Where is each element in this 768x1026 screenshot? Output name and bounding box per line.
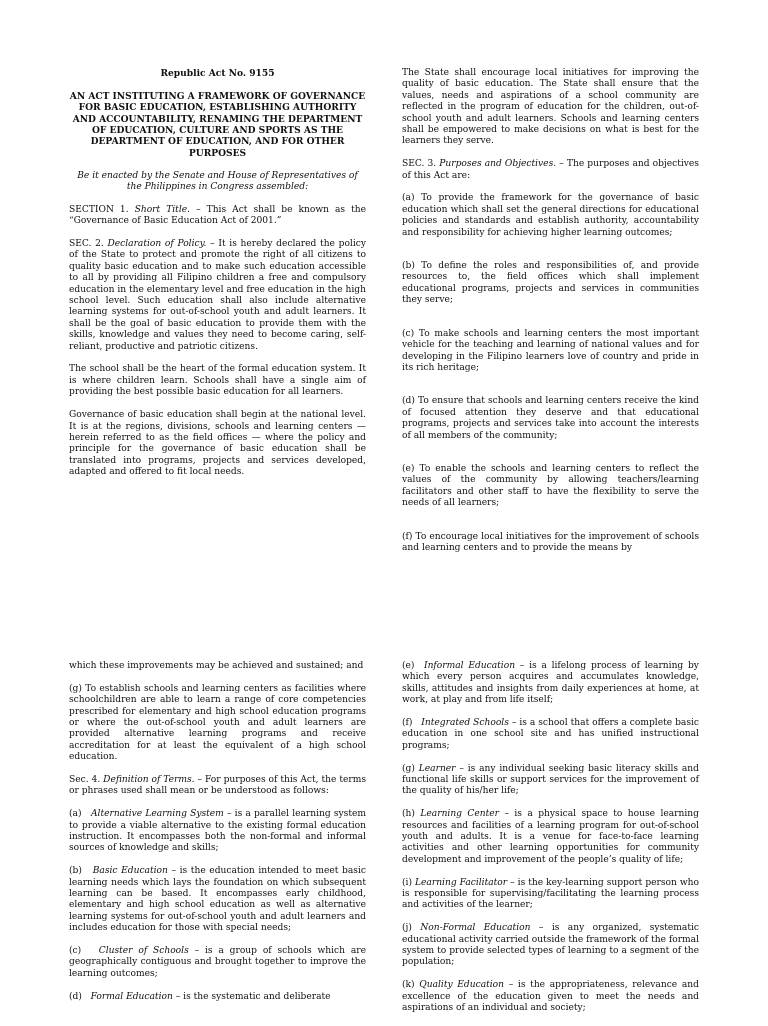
paragraph-state: The State shall encourage local initiatives for improving the quality of basic education. The State shall ensure that the values, needs and aspirations of a school community are reflected in the program of education for the children, out-of-school youth and adult learners. Schools and learning centers shall be empowered to make decisions on what is best for the learners they serve. <box>402 68 699 147</box>
definition-k-text: – is the appropriateness, relevance and excellence of the education given to meet the needs and aspirations of an individual and society; <box>402 980 699 1014</box>
definition-g <box>402 764 699 798</box>
definition-g-text: – is any individual seeking basic literacy skills and functional life skills or support services for the improvement of the quality of his/her life; <box>402 763 699 797</box>
definition-k-letter: (k) <box>402 980 415 991</box>
page1-right-column <box>402 68 699 566</box>
definition-b-term: Basic Education <box>92 866 168 877</box>
definition-e-term: Informal Education <box>423 661 516 671</box>
definition-d-text: – is the systematic and deliberate <box>175 991 331 1002</box>
section-1 <box>69 205 366 228</box>
section-3-text: – The purposes and objectives of this Act are: <box>402 159 699 181</box>
definition-i-term: Learning Facilitator <box>415 877 508 888</box>
definition-h-letter: (h) <box>402 809 415 820</box>
definition-j-letter: (j) <box>402 923 412 934</box>
definition-g-term: Learner <box>418 763 456 774</box>
definition-b-text: – is the education intended to meet basic learning needs which lays the foundation on which subsequent learning can be based. It encompasses early childhood, elementary and high school education as well as alternative learning systems for out-of-school youth and adult learners and includes education for those with special needs; <box>69 866 366 934</box>
definition-d-term: Formal Education <box>90 991 173 1002</box>
definition-h-term: Learning Center <box>420 809 500 820</box>
section-2-text: – It is hereby declared the policy of the State to protect and promote the right of all citizens to quality basic education and to make such education accessible to all by providing all Filipino children a free and compulsory education in the elementary level and free education in the high school level. Such education shall also include alternative learning systems for out-of-school youth and adult learners. It shall be the goal of basic education to provide them with the skills, knowledge and values they need to become caring, self- reliant, productive and patriotic citizens. <box>69 239 366 352</box>
section-2-heading: Declaration of Policy. <box>107 239 207 250</box>
definition-e-text: – is a lifelong process of learning by which every person acquires and accumulates knowledge, skills, attitudes and insights from daily experiences at home, at work, at play and from life itself; <box>402 661 699 706</box>
definition-f-term: Integrated Schools <box>421 718 509 729</box>
section-3-number: SEC. 3. <box>402 159 437 170</box>
section-4-number: Sec. 4. <box>69 775 101 786</box>
definition-i-text: – is the key-learning support person who is responsible for supervising/facilitating the learning process and activities of the learner; <box>402 877 699 911</box>
section-4-text: – For purposes of this Act, the terms or phrases used shall mean or be understood as follows: <box>69 775 366 797</box>
section-4 <box>69 775 366 798</box>
section-3-heading: Purposes and Objectives. <box>439 159 557 170</box>
definition-f <box>402 718 699 752</box>
definition-d-letter: (d) <box>69 991 82 1002</box>
objective-c: (c) To make schools and learning centers the most important vehicle for the teaching and learning of national values and for developing in the Filipino learners love of country and pride in its rich heritage; <box>402 328 699 373</box>
objective-b: (b) To define the roles and responsibilities of, and provide resources to, the field offices which shall implement educational programs, projects and services in communities they serve; <box>402 261 699 306</box>
definition-a <box>69 809 366 855</box>
section-4-heading: Definition of Terms. <box>103 775 195 786</box>
section-1-number: SECTION 1. <box>69 204 129 215</box>
page1-left-column <box>69 68 366 490</box>
definition-a-term: Alternative Learning System <box>90 809 224 820</box>
section-1-text: – This Act shall be known as the “Governance of Basic Education Act of 2001.” <box>69 204 366 227</box>
definition-f-text: – is a school that offers a complete basic education in one school site and has unified instructional programs; <box>402 718 699 751</box>
definition-j <box>402 923 699 969</box>
definition-a-letter: (a) <box>69 809 82 820</box>
act-title: AN ACT INSTITUTING A FRAMEWORK OF GOVERNANCE FOR BASIC EDUCATION, ESTABLISHING AUTHORITY AND ACCOUNTABILITY, RENAMING THE DEPARTMENT OF EDUCATION, CULTURE AND SPORTS AS THE DEPARTMENT OF EDUCATION, AND FOR OTHER PURPOSES <box>69 90 366 159</box>
definition-j-term: Non-Formal Education <box>420 923 531 934</box>
enacting-clause: Be it enacted by the Senate and House of Representatives of the Philippines in Congress assembled: <box>77 170 358 193</box>
definition-c-text: – is a group of schools which are geographically contiguous and brought together to improve the learning outcomes; <box>69 946 366 979</box>
definition-a-text: – is a parallel learning system to provide a viable alternative to the existing formal education instruction. It encompasses both the non-formal and informal sources of knowledge and skills; <box>69 809 366 854</box>
definition-j-text: – is any organized, systematic educational activity carried outside the framework of the formal system to provide selected types of learning to a segment of the population; <box>402 923 699 968</box>
definition-i-letter: (i) <box>402 877 413 888</box>
objective-d: (d) To ensure that schools and learning centers receive the kind of focused attention they deserve and that educational programs, projects and services take into account the interests of all members of the community; <box>402 396 699 441</box>
page2-left-column <box>69 661 366 1014</box>
definition-e <box>402 661 699 707</box>
objective-f: (f) To encourage local initiatives for the improvement of schools and learning centers and to provide the means by <box>402 531 699 553</box>
section-2 <box>69 239 366 353</box>
definition-b-letter: (b) <box>69 866 82 877</box>
objective-f-continued: which these improvements may be achieved and sustained; and <box>69 661 364 671</box>
page2-right-column <box>402 661 699 1026</box>
definition-h-text: – is a physical space to house learning resources and facilities of a learning program for out-of-school youth and adults. It is a venue for face-to-face learning activities and other learning opportunities for community development and improvement of the people’s quality of life; <box>402 809 699 865</box>
definition-g-letter: (g) <box>402 763 415 774</box>
definition-e-letter: (e) <box>402 661 415 671</box>
definition-f-letter: (f) <box>402 718 413 729</box>
paragraph-governance: Governance of basic education shall begin at the national level. It is at the regions, divisions, schools and learning centers — herein referred to as the field offices — where the policy and principle for the governance of basic education shall be translated into programs, projects and services developed, adapted and offered to fit local needs. <box>69 410 366 478</box>
definition-b <box>69 866 366 934</box>
section-1-heading: Short Title. <box>134 204 191 215</box>
objective-e: (e) To enable the schools and learning centers to reflect the values of the community by allowing teachers/learning facilitators and other staff to have the flexibility to serve the needs of all learners; <box>402 463 699 509</box>
section-2-number: SEC. 2. <box>69 239 104 250</box>
definition-k-term: Quality Education <box>419 980 505 991</box>
document-title: Republic Act No. 9155 <box>160 68 275 79</box>
definition-i <box>402 878 699 912</box>
section-3 <box>402 159 699 182</box>
definition-c <box>69 946 366 980</box>
definition-c-letter: (c) <box>69 946 82 957</box>
paragraph-school: The school shall be the heart of the formal education system. It is where children learn. Schools shall have a single aim of providing the best possible basic education for all learners. <box>69 364 366 398</box>
objective-a: (a) To provide the framework for the governance of basic education which shall set the general directions for educational policies and standards and establish authority, accountability and responsibility for achieving higher learning outcomes; <box>402 193 699 238</box>
definition-k <box>402 980 699 1014</box>
definition-c-term: Cluster of Schools <box>98 946 189 957</box>
definition-d <box>69 992 366 1003</box>
objective-g: (g) To establish schools and learning centers as facilities where schoolchildren are able to learn a range of core competencies prescribed for elementary and high school education programs or where the out-of-school youth and adult learners are provided alternative learning programs and receive accreditation for at least the equivalent of a high school education. <box>69 683 366 763</box>
definition-h <box>402 809 699 866</box>
